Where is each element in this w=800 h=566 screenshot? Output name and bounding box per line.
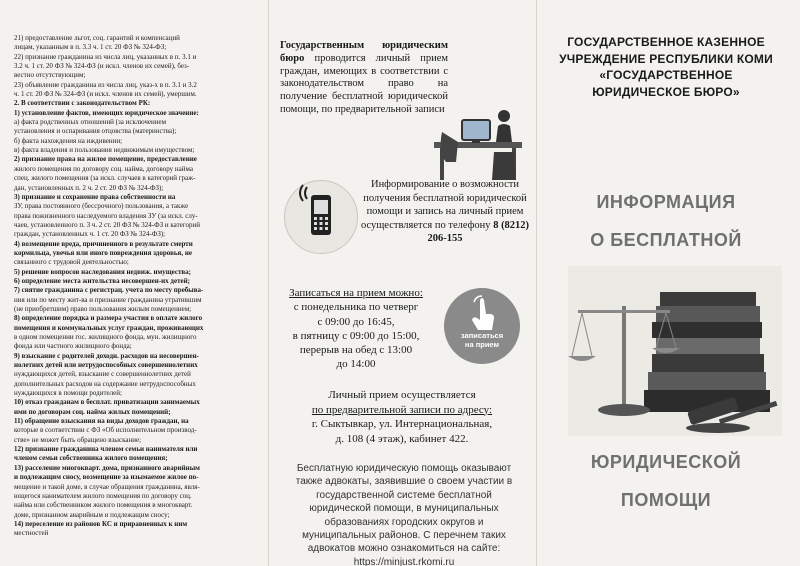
lawyers-line: образованиях городских округов и — [324, 516, 484, 528]
schedule-block — [276, 286, 436, 372]
legal-matter-line: а) факта родственных отношений (за исключением — [14, 118, 167, 127]
legal-matter-line: граждан, установленных ч. 1 ст. 20 ФЗ № 324-ФЗ); — [14, 230, 166, 239]
lawyers-line: государственной системе бесплатной — [316, 489, 492, 501]
lawyers-block — [280, 462, 528, 566]
scales-of-justice-icon — [568, 266, 782, 436]
org-name-line: «ГОСУДАРСТВЕННОЕ — [599, 68, 733, 82]
legal-matter-line: 2) признание права на жилое помещение, предоставление — [14, 155, 197, 164]
mobile-phone-icon — [284, 180, 358, 254]
legal-matter-line: 12) признание гражданина членом семьи нанимателя или — [14, 445, 198, 454]
legal-matter-line: 23) объявление гражданина из числа лиц, указ-х в п. 3.1 и 3.2 — [14, 80, 197, 89]
cover-title: ЮРИДИЧЕСКОЙ — [590, 452, 742, 472]
legal-matter-line: 3.2 ч. 1 ст. 20 ФЗ № 324-ФЗ (и искл. членов их семей), без- — [14, 62, 190, 71]
reception-info-column — [274, 40, 532, 566]
lawyers-line: Бесплатную юридическую помощь оказывают — [296, 463, 512, 474]
legal-matter-line: помещения и коммунальных услуг граждан, проживающих — [14, 323, 204, 332]
legal-matter-line: права пожизненного наследуемого владения ЗУ (за искл. слу- — [14, 211, 198, 220]
legal-matter-line: ЗУ, права постоянного (бессрочного) пользования, а также — [14, 202, 189, 211]
cover-title: О БЕСПЛАТНОЙ — [590, 230, 742, 250]
legal-matter-line: членом семьи собственника жилого помещения; — [14, 454, 168, 463]
legal-matter-line: в) факта владения и пользования недвижимым имуществом; — [14, 146, 195, 155]
legal-matter-line: 2. В соответствии с законодательством РК: — [14, 99, 151, 108]
legal-matter-line: 3) признание и сохранение права собственности на — [14, 192, 176, 201]
legal-matter-line: в одном помещении гос. жилищного фонда, мун. жилищного — [14, 333, 197, 341]
legal-matter-line: дополнительных расходов на содержание нетрудоспособных — [14, 379, 196, 388]
legal-matter-line: б) факта нахождения на иждивении; — [14, 136, 123, 145]
fold-line-left — [268, 0, 269, 566]
click-label: на прием — [464, 339, 500, 349]
legal-matter-line: ими по договорам соц. найма жилых помещений; — [14, 407, 171, 416]
cover-title: ПОМОЩИ — [620, 490, 712, 510]
org-name-line: ЮРИДИЧЕСКОЕ БЮРО» — [592, 84, 740, 99]
legal-matter-line: 11) обращение взыскания на виды доходов граждан, на — [14, 417, 189, 426]
legal-matter-line: жилого помещения по договору соц. найма, договору найма — [14, 164, 194, 173]
legal-matter-line: доме, признанном аварийным и подлежащим сносу; — [14, 510, 170, 519]
schedule-line: в пятницу с 09:00 до 15:00, — [292, 329, 420, 342]
legal-matter-line: 6) определение места жительства несовершен-их детей; — [14, 276, 190, 285]
legal-matter-line: 4) возмещение вреда, причиненного в результате смерти — [14, 239, 193, 248]
legal-matter-line: нуждающихся детей, взыскание с совершеннолетних детей — [14, 370, 191, 379]
legal-matter-line: 14) переселение из районов КС и приравненных к ним — [14, 519, 188, 528]
legal-matter-line: стве» не может быть обращено взыскание; — [14, 435, 142, 444]
address-block — [284, 388, 520, 446]
legal-matter-line: ния или по месту жит-ва и признание гражданина утратившим — [14, 295, 202, 304]
phone-info-text — [360, 178, 530, 246]
info-text: Информирование о возможности получения бесплатной юридической помощи и запись на личный прием осуществляется по телефону — [360, 179, 527, 231]
legal-matter-line: 13) расселение многокварт. дома, признанного аварийным — [14, 463, 200, 472]
legal-matter-line: местностей — [14, 529, 49, 538]
legal-matter-line: установления и оспаривания отцовства (материнства); — [14, 127, 177, 136]
org-name-line: ГОСУДАРСТВЕННОЕ КАЗЕННОЕ — [567, 35, 765, 49]
legal-matters-column — [14, 34, 264, 566]
legal-matter-line: 1) установление фактов, имеющих юридическое значение: — [14, 108, 199, 117]
address-line: г. Сыктывкар, ул. Интернациональная, — [311, 418, 493, 430]
cover-title: ИНФОРМАЦИЯ — [596, 192, 736, 212]
legal-matter-line: найма или собственником жилого помещения в многокварт. — [14, 501, 193, 510]
schedule-line: с понедельника по четверг — [293, 301, 419, 314]
office-desk-icon — [432, 102, 524, 188]
lawyers-line: адвокатов можно ознакомиться на сайте: — [307, 543, 501, 555]
legal-matter-line: 9) взыскание с родителей доходн. расходов на несовершен- — [14, 351, 199, 360]
address-line: по предварительной записи по адресу: — [311, 403, 493, 416]
legal-matter-line: спец. жилого помещения (за искл. случаев в категорий граж- — [14, 174, 196, 183]
phone-number[interactable]: 8 (8212) 206-155 — [427, 219, 530, 244]
legal-matter-line: чаев, установленного п. 3 ч. 2 ст. 20 ФЗ № 324-ФЗ и категорий — [14, 220, 200, 229]
lawyers-line: юридической помощи, в муниципальных — [309, 503, 499, 515]
intro-text: проводится личный прием граждан, имеющих в соответствии с законодательством право на получение бесплатной юридической помощи, по предварительной записи — [280, 52, 448, 115]
address-line: д. 108 (4 этаж), кабинет 422. — [335, 432, 469, 445]
legal-matter-line: лицам, указанным в п. 3.3 ч. 1 ст. 20 ФЗ № 324-ФЗ; — [14, 43, 167, 52]
legal-matter-line: мещение и такой доме, в случае обращения гражданина, явля- — [14, 482, 200, 491]
legal-matter-line: 10) отказ гражданам в бесплат. приватизации занимаемых — [14, 398, 200, 407]
legal-matter-line: вестно отсутствующим; — [14, 71, 86, 80]
legal-matter-line: 22) признание гражданина из числа лиц, указанных в п. 3.1 и — [14, 52, 197, 61]
legal-matter-line: (не приобретшим) право пользования жилым помещением; — [14, 304, 192, 313]
lawyers-line: муниципальных районов. С перечнем таких — [302, 530, 506, 542]
click-hand-icon — [444, 288, 520, 364]
legal-matter-line: нолетних детей или нетрудоспособных совершеннолетних — [14, 361, 198, 370]
legal-matter-line: 5) решение вопросов наследования недвиж. имущества; — [14, 267, 192, 276]
schedule-line: перерыв на обед с 13:00 — [299, 344, 413, 357]
legal-matter-line: которые в соответствии с ФЗ «Об исполнительном производ- — [14, 426, 197, 435]
cover-column — [540, 34, 792, 566]
legal-matter-line: ч. 1 ст. 20 ФЗ № 324-ФЗ (и искл. членов их семей), умершим. — [14, 90, 197, 99]
address-line: Личный прием осуществляется — [328, 389, 476, 401]
org-name-line: УЧРЕЖДЕНИЕ РЕСПУБЛИКИ КОМИ — [559, 51, 773, 66]
legal-matter-line: фонда или частного жилищного фонда; — [14, 342, 132, 351]
schedule-line: до 14:00 — [336, 358, 376, 371]
website-link[interactable]: https://minjust.rkomi.ru — [353, 556, 455, 566]
legal-matter-line: нуждающихся в помощи родителей; — [14, 389, 122, 398]
schedule-heading: Записаться на прием можно: — [289, 287, 423, 299]
legal-matter-line: дан, установленных п. 2 ч. 2 ст. 20 ФЗ № 324-ФЗ); — [14, 183, 164, 192]
legal-matter-line: ющегося нанимателем жилого помещения по договору соц. — [14, 491, 192, 500]
legal-matter-line: связанного с трудовой деятельностью; — [14, 258, 129, 267]
click-label: записаться — [460, 331, 504, 340]
legal-matter-line: 21) предоставление льгот, соц. гарантий и компенсаций — [14, 34, 180, 42]
legal-matter-line: кормильца, увечья или иного повреждения здоровья, не — [14, 248, 192, 257]
intro-paragraph — [280, 40, 448, 117]
intro-bold: Государственным юридическим бюро — [280, 40, 448, 64]
schedule-line: с 09:00 до 16:45, — [317, 315, 395, 328]
legal-matter-line: 8) определение порядка и размера участия в оплате жилого — [14, 314, 203, 323]
legal-matter-line: 7) снятие гражданина с регистрац. учета по месту пребыва- — [14, 286, 204, 295]
fold-line-right — [536, 0, 537, 566]
lawyers-line: также адвокаты, заявившие о своем участии в — [295, 476, 513, 488]
legal-matter-line: и подлежащим сносу, возмещение за изымаемое жилое по- — [14, 473, 199, 482]
